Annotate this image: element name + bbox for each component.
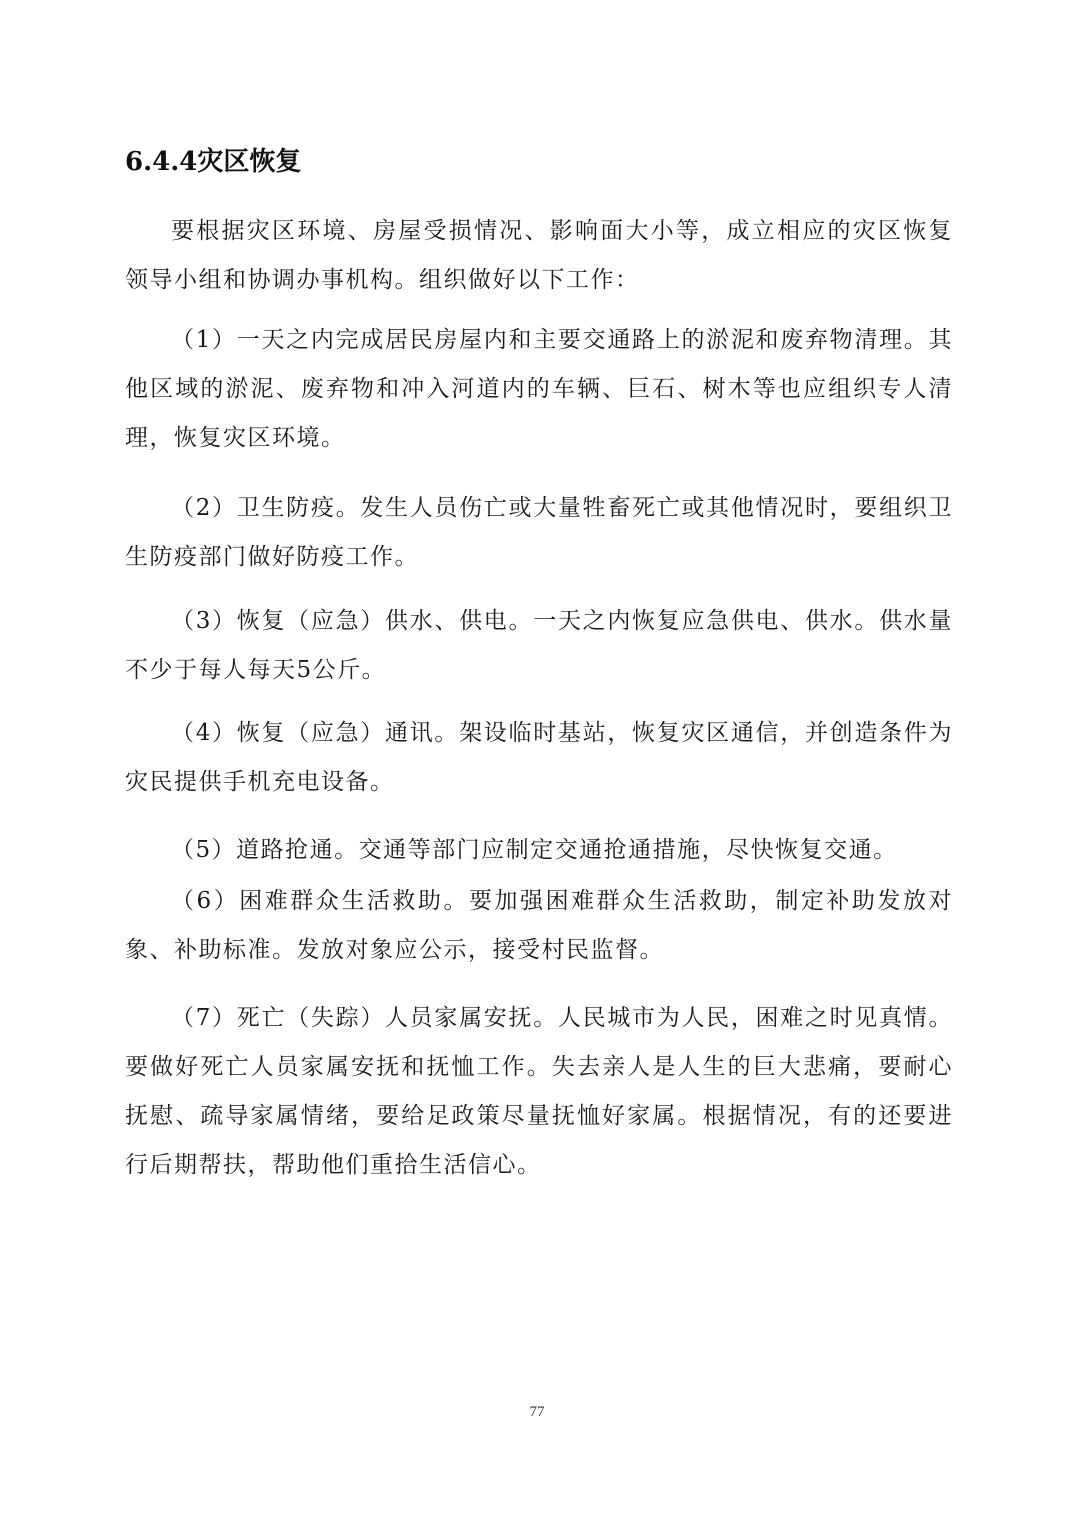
item-2-paragraph: （2）卫生防疫。发生人员伤亡或大量牲畜死亡或其他情况时，要组织卫生防疫部门做好防疫工作。 — [125, 495, 953, 570]
item-1-paragraph: （1）一天之内完成居民房屋内和主要交通路上的淤泥和废弃物清理。其他区域的淤泥、废弃物和冲入河道内的车辆、巨石、树木等也应组织专人清理，恢复灾区环境。 — [125, 327, 953, 451]
page-number: 77 — [529, 1404, 545, 1420]
item-5-paragraph: （5）道路抢通。交通等部门应制定交通抢通措施，尽快恢复交通。 — [171, 837, 898, 863]
item-4-paragraph: （4）恢复（应急）通讯。架设临时基站，恢复灾区通信，并创造条件为灾民提供手机充电设备。 — [125, 720, 953, 795]
item-3-paragraph: （3）恢复（应急）供水、供电。一天之内恢复应急供电、供水。供水量不少于每人每天5公斤。 — [125, 608, 953, 683]
item-6-paragraph: （6）困难群众生活救助。要加强困难群众生活救助，制定补助发放对象、补助标准。发放对象应公示，接受村民监督。 — [125, 888, 953, 963]
section-heading: 6.4.4灾区恢复 — [125, 147, 302, 177]
item-7-paragraph: （7）死亡（失踪）人员家属安抚。人民城市为人民，困难之时见真情。要做好死亡人员家属安抚和抚恤工作。失去亲人是人生的巨大悲痛，要耐心抚慰、疏导家属情绪，要给足政策尽量抚恤好家属。根据情况，有的还要进行后期帮扶，帮助他们重拾生活信心。 — [125, 1005, 953, 1178]
intro-paragraph: 要根据灾区环境、房屋受损情况、影响面大小等，成立相应的灾区恢复领导小组和协调办事机构。组织做好以下工作： — [125, 218, 953, 293]
